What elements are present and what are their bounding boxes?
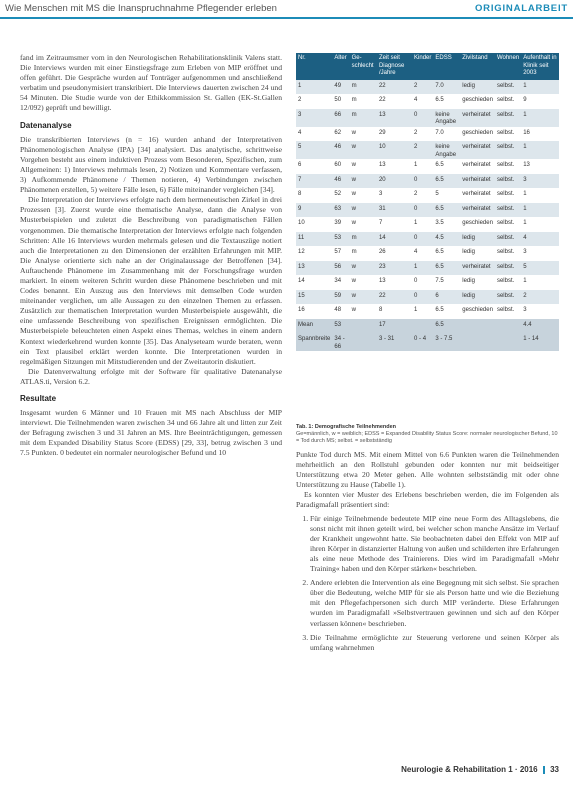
th-nr: Nr. bbox=[296, 53, 332, 80]
page-footer bbox=[401, 765, 559, 774]
table-cell: 8 bbox=[296, 188, 332, 203]
table-cell: 1 bbox=[521, 188, 559, 203]
running-title: Wie Menschen mit MS die Inanspruchnahme Pflegender erleben bbox=[5, 3, 277, 14]
table-cell: 1 bbox=[521, 141, 559, 159]
table-cell: m bbox=[350, 232, 377, 247]
table-cell: 50 bbox=[332, 94, 349, 109]
table-cell: 46 bbox=[332, 174, 349, 189]
table-cell: 0 - 4 bbox=[412, 333, 433, 351]
table-cell: 2 bbox=[412, 188, 433, 203]
table-cell: selbst. bbox=[495, 174, 521, 189]
table-cell: ledig bbox=[460, 290, 495, 305]
table-cell: 6.5 bbox=[433, 159, 460, 174]
table-cell: geschieden bbox=[460, 217, 495, 232]
list-item: 1. Für einige Teilnehmende bedeutete MIP eine neue Form des Alltagslebens, die sonst nicht mit ihnen geteilt wird, bei welcher schon manche Ansätze im Verlauf der Krankheit ungewohnt hatte. Sie beobachteten dabei den Effekt von MIP auf ihren Körper in distanzierter Haltung von außen und schilderten ihre Erfahrungen als eine neue Methode des Trainierens. Dies wird im Paradigmafall »Mehr Training« haben und den Körper stärken« beschrieben. bbox=[310, 514, 559, 575]
list-item: 3. Die Teilnahme ermöglichte zur Steuerung verlorene und seinen Körper als umfang wahrnehmen bbox=[310, 633, 559, 653]
table-cell: verheiratet bbox=[460, 141, 495, 159]
journal-name: Neurologie & Rehabilitation bbox=[401, 765, 507, 774]
table-cell: 9 bbox=[296, 203, 332, 218]
th-wohnen: Wohnen bbox=[495, 53, 521, 80]
th-edss: EDSS bbox=[433, 53, 460, 80]
table-cell: 4 bbox=[412, 246, 433, 261]
table-cell: 31 bbox=[377, 203, 412, 218]
table-cell: 1 - 14 bbox=[521, 333, 559, 351]
table-cell: 2 bbox=[296, 94, 332, 109]
th-alter: Alter bbox=[332, 53, 349, 80]
table-cell: 14 bbox=[377, 232, 412, 247]
table-cell: 16 bbox=[296, 304, 332, 319]
table-cell: Mean bbox=[296, 319, 332, 334]
table-cell: w bbox=[350, 159, 377, 174]
table-cell: w bbox=[350, 174, 377, 189]
table-cell: 6.5 bbox=[433, 246, 460, 261]
table-row bbox=[296, 127, 559, 142]
table-cell: 7 bbox=[377, 217, 412, 232]
table-header-row bbox=[296, 53, 559, 80]
table-cell: 4.4 bbox=[521, 319, 559, 334]
table-caption bbox=[296, 424, 559, 445]
table-cell: 53 bbox=[332, 319, 349, 334]
table-cell: 13 bbox=[521, 159, 559, 174]
table-cell: 53 bbox=[332, 232, 349, 247]
table-cell: 6 bbox=[433, 290, 460, 305]
table-cell: 5 bbox=[296, 141, 332, 159]
table-cell: selbst. bbox=[495, 80, 521, 95]
table-cell: 22 bbox=[377, 94, 412, 109]
th-diagnose: Zeit seit Diagnose /Jahre bbox=[377, 53, 412, 80]
table-cell: 1 bbox=[412, 261, 433, 276]
table-row bbox=[296, 246, 559, 261]
table-row bbox=[296, 232, 559, 247]
table-cell: selbst. bbox=[495, 290, 521, 305]
table-cell: m bbox=[350, 246, 377, 261]
table-cell: ledig bbox=[460, 80, 495, 95]
table-cell: 4.5 bbox=[433, 232, 460, 247]
table-cell: w bbox=[350, 275, 377, 290]
table-cell: 62 bbox=[332, 127, 349, 142]
table-cell: 48 bbox=[332, 304, 349, 319]
table-cell: 4 bbox=[296, 127, 332, 142]
table-cell: 12 bbox=[296, 246, 332, 261]
table-cell: 2 bbox=[412, 141, 433, 159]
table-cell: 6.5 bbox=[433, 174, 460, 189]
table-cell: 22 bbox=[377, 290, 412, 305]
table-cell: 49 bbox=[332, 80, 349, 95]
table-cell: keine Angabe bbox=[433, 141, 460, 159]
heading-resultate: Resultate bbox=[20, 394, 57, 403]
table-cell: 2 bbox=[412, 127, 433, 142]
table-cell: ledig bbox=[460, 275, 495, 290]
left-column bbox=[20, 53, 282, 459]
table-cell: verheiratet bbox=[460, 174, 495, 189]
table-cell: 5 bbox=[521, 261, 559, 276]
intro-paragraph: fand im Zeitraumsmer vom in den Neurologischen Rehabilitationsklinik Valens statt. Die Interviews wurden mit einer Einstiegsfrage zum Erleben von MIP eröffnet und offen geführt. Die Gespräche wurden auf Tonträger aufgenommen und anschließend verbatim und pseudonymisiert transkribiert. Die Interviews dauerten zwischen 24 und 54 Minuten. Die Studie wurde von der Ethikkommission St. Gallen (EK-St.Gallen 12/092) geprüft und bewilligt. bbox=[20, 53, 282, 113]
table-cell: verheiratet bbox=[460, 109, 495, 127]
table-cell: selbst. bbox=[495, 275, 521, 290]
page-header bbox=[0, 0, 573, 45]
table-cell bbox=[495, 319, 521, 334]
table-cell: geschieden bbox=[460, 304, 495, 319]
table-cell: 46 bbox=[332, 141, 349, 159]
table-row bbox=[296, 94, 559, 109]
table-cell: m bbox=[350, 109, 377, 127]
table-row bbox=[296, 174, 559, 189]
table-cell: 3 - 7.5 bbox=[433, 333, 460, 351]
table-cell: 20 bbox=[377, 174, 412, 189]
table-row bbox=[296, 304, 559, 319]
table-cell: 1 bbox=[412, 304, 433, 319]
table-cell: 3 bbox=[296, 109, 332, 127]
table-cell: 11 bbox=[296, 232, 332, 247]
table-cell: 23 bbox=[377, 261, 412, 276]
table-cell bbox=[412, 319, 433, 334]
table-row bbox=[296, 141, 559, 159]
table-cell: w bbox=[350, 141, 377, 159]
table-cell: 7.5 bbox=[433, 275, 460, 290]
table-caption-text: Ge=männlich, w = weiblich; EDSS = Expanded Disability Status Score: normaler neurologischer Befund, 10 = Tod durch MS; selbst. = selbstständig bbox=[296, 431, 558, 444]
table-cell: 59 bbox=[332, 290, 349, 305]
table-row bbox=[296, 261, 559, 276]
table-cell: 57 bbox=[332, 246, 349, 261]
table-cell: 2 bbox=[521, 290, 559, 305]
table-cell: 5 bbox=[433, 188, 460, 203]
demographics-table bbox=[296, 53, 559, 351]
table-cell: verheiratet bbox=[460, 159, 495, 174]
table-cell: selbst. bbox=[495, 141, 521, 159]
table-cell: 34 bbox=[332, 275, 349, 290]
table-cell: w bbox=[350, 290, 377, 305]
table-cell bbox=[350, 319, 377, 334]
right-paragraph-2: Es konnten vier Muster des Erlebens beschrieben werden, die im Folgenden als Paradigmafall präsentiert sind: bbox=[296, 490, 559, 510]
table-cell: 52 bbox=[332, 188, 349, 203]
table-cell: selbst. bbox=[495, 94, 521, 109]
table-cell: 0 bbox=[412, 232, 433, 247]
table-cell: 0 bbox=[412, 275, 433, 290]
table-cell: 4 bbox=[412, 94, 433, 109]
table-row bbox=[296, 159, 559, 174]
table-cell: 3 bbox=[521, 174, 559, 189]
table-cell: 6.5 bbox=[433, 261, 460, 276]
table-cell: 7 bbox=[296, 174, 332, 189]
table-cell: w bbox=[350, 188, 377, 203]
heading-datenanalyse: Datenanalyse bbox=[20, 120, 72, 130]
table-cell: 16 bbox=[521, 127, 559, 142]
table-row bbox=[296, 80, 559, 95]
table-cell: 34 - 66 bbox=[332, 333, 349, 351]
table-cell: 1 bbox=[521, 275, 559, 290]
table-cell: geschieden bbox=[460, 127, 495, 142]
table-cell: 10 bbox=[296, 217, 332, 232]
table-body bbox=[296, 80, 559, 352]
table-row bbox=[296, 290, 559, 305]
table-cell: 1 bbox=[521, 80, 559, 95]
table-cell: 1 bbox=[521, 109, 559, 127]
table-cell: 63 bbox=[332, 203, 349, 218]
table-cell: Spannbreite bbox=[296, 333, 332, 351]
right-column bbox=[296, 450, 559, 657]
table-cell: 1 bbox=[521, 217, 559, 232]
table-cell: 6.5 bbox=[433, 203, 460, 218]
table-row bbox=[296, 203, 559, 218]
table-cell: 6.5 bbox=[433, 94, 460, 109]
page-number: 33 bbox=[550, 765, 559, 774]
table-cell: 13 bbox=[296, 261, 332, 276]
result-paragraph-1: Insgesamt wurden 6 Männer und 10 Frauen mit MS nach Abschluss der MIP interviewt. Die Teilnehmenden waren zwischen 34 und 66 Jahre alt und litten zur Zeit der Befragung zwischen 3 und 31 Jahren an MS. Ihre Beeinträchtigungen, gemessen mit dem Expanded Disability Status Score (EDSS) [29, 33], betrug zwischen 3 und 7.5 Punkten. 0 bedeutet ein normaler neurologischer Befund und 10 bbox=[20, 408, 282, 458]
table-row bbox=[296, 275, 559, 290]
table-cell: 1 bbox=[412, 159, 433, 174]
table-row-range bbox=[296, 333, 559, 351]
table-cell bbox=[460, 333, 495, 351]
table-cell: 9 bbox=[521, 94, 559, 109]
table-cell: 2 bbox=[412, 80, 433, 95]
table-cell: m bbox=[350, 94, 377, 109]
table-cell: 26 bbox=[377, 246, 412, 261]
table-cell: 3 bbox=[521, 304, 559, 319]
table-cell bbox=[495, 333, 521, 351]
table-cell bbox=[350, 333, 377, 351]
table-cell: ledig bbox=[460, 246, 495, 261]
table-row bbox=[296, 188, 559, 203]
section-label: ORIGINALARBEIT bbox=[474, 3, 568, 14]
table-cell: 56 bbox=[332, 261, 349, 276]
table-cell: selbst. bbox=[495, 159, 521, 174]
table-cell: selbst. bbox=[495, 246, 521, 261]
th-aufenthalt: Aufenthalt in Klinik seit 2003 bbox=[521, 53, 559, 80]
footer-separator bbox=[543, 766, 545, 774]
table-row bbox=[296, 217, 559, 232]
table-cell: 3 bbox=[377, 188, 412, 203]
table-cell: selbst. bbox=[495, 232, 521, 247]
table-cell: selbst. bbox=[495, 261, 521, 276]
table-cell: selbst. bbox=[495, 188, 521, 203]
table-cell: 22 bbox=[377, 80, 412, 95]
table-cell: 13 bbox=[377, 109, 412, 127]
analyse-paragraph-1: Die transkribierten Interviews (n = 16) wurden anhand der Interpretativen Phänomenologischen Analyse (IPA) [34] analysiert. Das analytische, schrittweise Vorgehen besteht aus einem induktiven Prozess vom Besonderen, Spezifischen, zum Allgemeinen: 1) Interviews mehrmals lesen, 2) Notizen und Kommentare verfassen, 3) Aufkommende Phänomene / Themen notieren, 4) Verbindungen zwischen Phänomenen erstellen, 5) weitere Fälle lesen, 6) Fälle miteinander vergleichen [34]. bbox=[20, 134, 282, 195]
table-cell: 6.5 bbox=[433, 304, 460, 319]
table-caption-title: Tab. 1: Demografische Teilnehmenden bbox=[296, 424, 397, 430]
issue-number: 1 · 2016 bbox=[508, 765, 538, 774]
table-cell: 6 bbox=[296, 159, 332, 174]
list-item: 2. Andere erlebten die Intervention als eine Begegnung mit sich selbst. Sie sprachen über die Bedeutung, welche MIP für sie als Person hatte und wie die Beziehung mit den Pflegefachpersonen sich durch MIP veränderte. Diese Erfahrungen wurden im Paradigmafall »Selbstvertrauen gewinnen und sich auf den Körper verlassen können« beschrieben. bbox=[310, 578, 559, 628]
table-cell: selbst. bbox=[495, 304, 521, 319]
table-cell bbox=[460, 319, 495, 334]
table-cell: 14 bbox=[296, 275, 332, 290]
table-row-mean bbox=[296, 319, 559, 334]
table-cell: 0 bbox=[412, 174, 433, 189]
table-cell: 3.5 bbox=[433, 217, 460, 232]
table-cell: w bbox=[350, 304, 377, 319]
table-cell: 0 bbox=[412, 109, 433, 127]
table-cell: 7.0 bbox=[433, 127, 460, 142]
table-cell: 13 bbox=[377, 159, 412, 174]
table-cell: 10 bbox=[377, 141, 412, 159]
table-cell: 6.5 bbox=[433, 319, 460, 334]
right-paragraph-1: Punkte Tod durch MS. Mit einem Mittel von 6.6 Punkten waren die Teilnehmenden mehrheitlich an den Rollstuhl gebunden oder konnten nur mit beidseitiger Unterstützung etwa 20 Meter gehen. Alle wohnten selbstständig mit oder ohne Unterstützung zu Hause (Tabelle 1). bbox=[296, 450, 559, 490]
paradigm-list bbox=[296, 514, 559, 653]
table-cell: 8 bbox=[377, 304, 412, 319]
table-cell: w bbox=[350, 203, 377, 218]
table-cell: 0 bbox=[412, 203, 433, 218]
table-cell: verheiratet bbox=[460, 188, 495, 203]
table-cell: 7.0 bbox=[433, 80, 460, 95]
table-cell: m bbox=[350, 80, 377, 95]
table-cell: 4 bbox=[521, 232, 559, 247]
table-cell: selbst. bbox=[495, 109, 521, 127]
table-cell: selbst. bbox=[495, 127, 521, 142]
table-cell: 3 bbox=[521, 246, 559, 261]
table-cell: 3 - 31 bbox=[377, 333, 412, 351]
th-geschlecht: Ge-schlecht bbox=[350, 53, 377, 80]
table-cell: 0 bbox=[412, 290, 433, 305]
table-cell: verheiratet bbox=[460, 203, 495, 218]
table-cell: selbst. bbox=[495, 217, 521, 232]
table-cell: 1 bbox=[412, 217, 433, 232]
table-cell: 39 bbox=[332, 217, 349, 232]
table-cell: 1 bbox=[296, 80, 332, 95]
table-cell: 29 bbox=[377, 127, 412, 142]
table-cell: keine Angabe bbox=[433, 109, 460, 127]
table-cell: 66 bbox=[332, 109, 349, 127]
th-kinder: Kinder bbox=[412, 53, 433, 80]
table-cell: 13 bbox=[377, 275, 412, 290]
table-cell: 15 bbox=[296, 290, 332, 305]
table-row bbox=[296, 109, 559, 127]
table-cell: 1 bbox=[521, 203, 559, 218]
analyse-paragraph-3: Die Datenverwaltung erfolgte mit der Software für qualitative Datenanalyse ATLAS.ti, Version 6.2. bbox=[20, 366, 282, 386]
table-cell: selbst. bbox=[495, 203, 521, 218]
table-cell: w bbox=[350, 261, 377, 276]
header-rule bbox=[0, 17, 573, 19]
table-cell: ledig bbox=[460, 232, 495, 247]
table-cell: verheiratet bbox=[460, 261, 495, 276]
table-cell: geschieden bbox=[460, 94, 495, 109]
table-cell: 17 bbox=[377, 319, 412, 334]
th-zivilstand: Zivilstand bbox=[460, 53, 495, 80]
analyse-paragraph-2: Die Interpretation der Interviews erfolgte nach dem hermeneutischen Zirkel in drei Prozessen [3]. Zuerst wurde eine thematische Analyse, dann die Analyse von Musterbeispielen und zuletzt die Beschreibung von paradigmatischen Fällen vorgenommen. Die thematische Interpretation der Interviews erfolgte nach folgenden Schritten: Alle 16 Interviews wurden mehrmals gelesen und die Textauszüge notiert auch die Interpretationen zu den Dimensionen der erzählten Erfahrungen mit MIP. Die Analyse orientierte sich nahe an der Originalaussage der Betroffenen [34]. Auftauchende Phänomene im Zusammenhang mit der Forschungsfrage wurden markiert. In einem weiteren Schritt wurden diese Phänomene beschrieben und mit Codes benannt. Ein Auszug aus den Interviews mit demselben Code wurden miteinander verglichen, um alle Aussagen zu den einzelnen Themen zu erfassen. Zusätzlich zur thematischen Interpretation wurden Musterbeispiele ausgewählt, die eine umfassende Beschreibung von spezifischen Ereignissen ermöglichten. Die Musterbeispiele beleuchteten einen Aspekt eines Themas, welches in einem andern Kontext wiederkehrend wurden konnte [35]. Das Analyseteam wurde beraten, wenn ein Text plausibel erklärt werden konnte. Die Interpretationen wurden in regelmäßigen Sitzungen mit Mitstudierenden und der Zweitautorin diskutiert. bbox=[20, 195, 282, 366]
table-cell: w bbox=[350, 127, 377, 142]
table-cell: 60 bbox=[332, 159, 349, 174]
table-cell: w bbox=[350, 217, 377, 232]
